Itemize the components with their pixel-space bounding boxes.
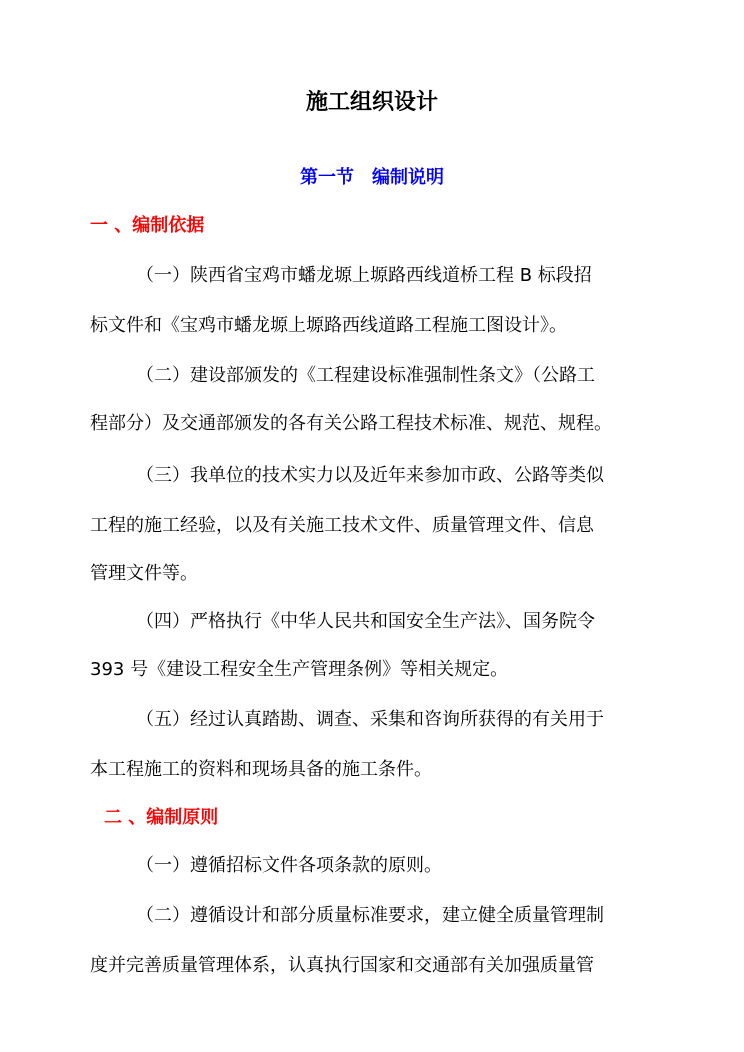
paragraph-line: 管理文件等。 bbox=[90, 563, 198, 584]
paragraph-line: （三）我单位的技术实力以及近年来参加市政、公路等类似 bbox=[136, 465, 604, 486]
paragraph-line: （五）经过认真踏勘、调查、采集和咨询所获得的有关用于 bbox=[136, 709, 604, 730]
document-title: 施工组织设计 bbox=[305, 90, 438, 115]
paragraph-line: （一）遵循招标文件各项条款的原则。 bbox=[136, 855, 442, 876]
paragraph-line: 本工程施工的资料和现场具备的施工条件。 bbox=[90, 759, 432, 780]
paragraph-line: （四）严格执行《中华人民共和国安全生产法》、国务院令 bbox=[136, 611, 595, 632]
paragraph-line: 393 号《建设工程安全生产管理条例》等相关规定。 bbox=[90, 659, 509, 680]
heading-principles: 二 、编制原则 bbox=[104, 807, 219, 828]
paragraph-line: 标文件和《宝鸡市蟠龙塬上塬路西线道路工程施工图设计》。 bbox=[90, 315, 567, 336]
section-title: 第一节 编制说明 bbox=[300, 167, 444, 188]
paragraph-line: （二）遵循设计和部分质量标准要求，建立健全质量管理制 bbox=[136, 905, 604, 926]
paragraph-line: 度并完善质量管理体系，认真执行国家和交通部有关加强质量管 bbox=[90, 955, 594, 976]
paragraph-line: （一）陕西省宝鸡市蟠龙塬上塬路西线道桥工程 B 标段招 bbox=[136, 265, 592, 286]
paragraph-line: 程部分）及交通部颁发的各有关公路工程技术标准、规范、规程。 bbox=[90, 413, 612, 434]
heading-basis: 一 、编制依据 bbox=[90, 215, 205, 236]
paragraph-line: （二）建设部颁发的《工程建设标准强制性条文》（公路工 bbox=[136, 365, 595, 386]
paragraph-line: 工程的施工经验，以及有关施工技术文件、质量管理文件、信息 bbox=[90, 515, 594, 536]
